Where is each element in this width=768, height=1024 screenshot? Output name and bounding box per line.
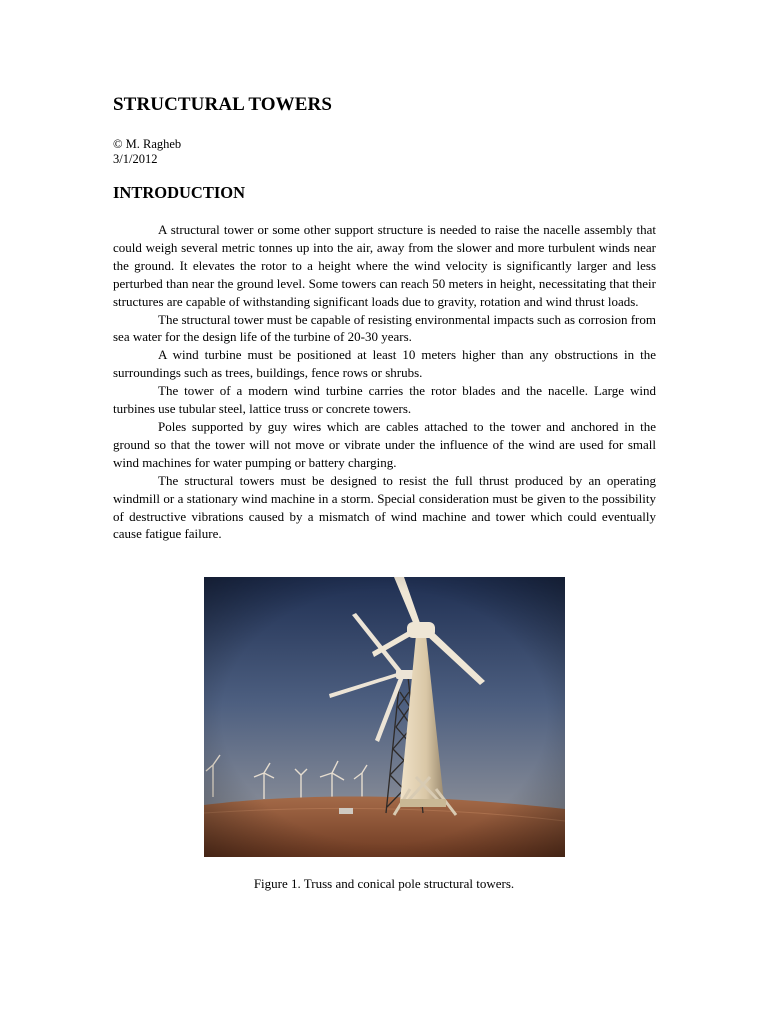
paragraph: The structural towers must be designed to resist the full thrust produced by an operating windmill or a stationary wind machine in a storm. Special consideration must be given to the possibility of destructive vibrations caused by a mismatch of wind machine and tower which could eventually cause fatigue failure. — [113, 472, 656, 542]
figure-caption: Figure 1. Truss and conical pole structural towers. — [253, 876, 515, 891]
paragraph: The structural tower must be capable of resisting environmental impacts such as corrosion from sea water for the design life of the turbine of 20-30 years. — [113, 311, 656, 345]
paragraph: A structural tower or some other support structure is needed to raise the nacelle assembly that could weigh several metric tonnes up into the air, away from the slower and more turbulent winds near the ground. It elevates the rotor to a height where the wind velocity is significantly larger and less perturbed than near the ground level. Some towers can reach 50 meters in height, necessitating that their structures are capable of withstanding significant loads due to gravity, rotation and wind thrust loads. — [113, 222, 656, 309]
paragraph: Poles supported by guy wires which are cables attached to the tower and anchored in the ground so that the tower will not move or vibrate under the influence of the wind are used for small wind machines for water pumping or battery charging. — [113, 418, 656, 470]
section-heading: INTRODUCTION — [113, 183, 246, 202]
date-line: 3/1/2012 — [113, 152, 158, 166]
paragraph: The tower of a modern wind turbine carries the rotor blades and the nacelle. Large wind turbines use tubular steel, lattice truss or concrete towers. — [113, 383, 656, 417]
document-meta — [113, 137, 181, 167]
author-line: © M. Ragheb — [113, 137, 182, 151]
paragraph: A wind turbine must be positioned at least 10 meters higher than any obstructions in the surroundings such as trees, buildings, fence rows or shrubs. — [113, 347, 656, 381]
wind-turbine-photo — [204, 577, 565, 857]
body-text — [113, 221, 656, 543]
document-title: STRUCTURAL TOWERS — [113, 94, 333, 115]
